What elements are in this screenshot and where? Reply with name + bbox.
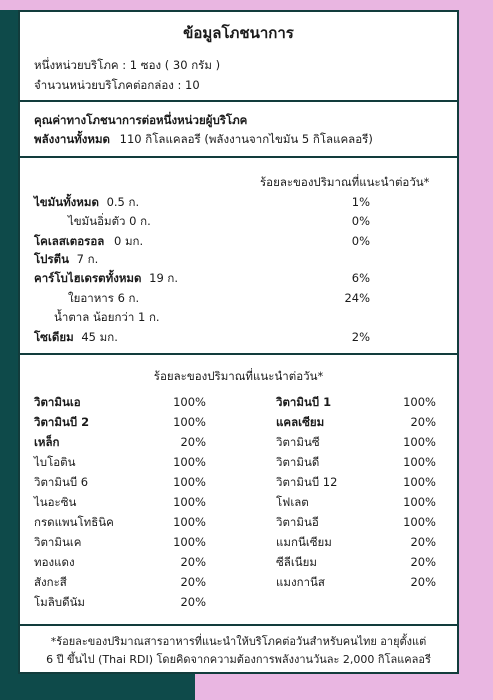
- nutrient-amount: 19 ก.: [149, 271, 179, 285]
- nutrient-label: คาร์โบไฮเดรตทั้งหมด: [34, 271, 142, 285]
- divider-1: [20, 100, 457, 102]
- energy-heading: คุณค่าทางโภชนาการต่อหนึ่งหน่วยผู้บริโภค: [34, 113, 248, 127]
- vitamin-name: วิตามินบี 1: [276, 395, 332, 409]
- nutrient-percent: 24%: [344, 291, 370, 305]
- vitamin-name: โมลิบดีนัม: [34, 595, 86, 609]
- vitamin-name: วิตามินบี 6: [34, 475, 89, 489]
- footnote-line-2: 6 ปี ขึ้นไป (Thai RDI) โดยคิดจากความต้องการพลังงานวันละ 2,000 กิโลแคลอรี: [46, 653, 431, 666]
- energy-label: พลังงานทั้งหมด: [34, 132, 111, 146]
- vitamin-name: วิตามินดี: [276, 455, 320, 469]
- vitamin-percent: 20%: [410, 535, 436, 549]
- vitamin-percent: 20%: [180, 595, 206, 609]
- vitamin-percent: 100%: [403, 475, 436, 489]
- vitamin-percent: 100%: [173, 475, 206, 489]
- vitamin-percent: 20%: [410, 575, 436, 589]
- nutrient-amount: 0.5 ก.: [106, 195, 140, 209]
- vitamin-percent: 100%: [403, 395, 436, 409]
- vitamin-name: วิตามินเค: [34, 535, 82, 549]
- vitamin-name: แมงกานีส: [276, 575, 325, 589]
- vitamin-percent: 20%: [410, 415, 436, 429]
- energy-value: 110 กิโลแคลอรี (พลังงานจากไขมัน 5 กิโลแคลอรี): [119, 132, 373, 146]
- nutrition-label-panel: [18, 10, 459, 674]
- vitamin-name: วิตามินบี 2: [34, 415, 90, 429]
- label-title: ข้อมูลโภชนาการ: [183, 24, 294, 42]
- energy-line: [34, 132, 373, 146]
- vitamin-percent: 100%: [173, 515, 206, 529]
- vitamin-name: ทองแดง: [34, 555, 75, 569]
- nutrient-percent: 0%: [351, 214, 370, 228]
- vitamin-name: วิตามินบี 12: [276, 475, 338, 489]
- vitamin-percent: 20%: [180, 575, 206, 589]
- vitamin-percent: 100%: [403, 495, 436, 509]
- vitamin-name: วิตามินเอ: [34, 395, 81, 409]
- vitamin-name: โฟเลต: [276, 495, 309, 509]
- vitamin-percent: 100%: [403, 435, 436, 449]
- nutrient-row-carbohydrate: [34, 271, 178, 285]
- vitamin-name: แคลเซียม: [276, 415, 325, 429]
- vitamin-percent: 20%: [410, 555, 436, 569]
- nutrient-percent: 6%: [351, 271, 370, 285]
- nutrient-percent: 0%: [351, 234, 370, 248]
- vitamin-percent: 20%: [180, 435, 206, 449]
- vitamin-percent: 100%: [403, 515, 436, 529]
- nutrient-amount: 0 มก.: [113, 234, 144, 248]
- nutrient-row-sugar: น้ำตาล น้อยกว่า 1 ก.: [54, 310, 160, 324]
- vitamin-name: แมกนีเซียม: [276, 535, 332, 549]
- nutrient-label: ไขมันทั้งหมด: [34, 195, 99, 209]
- vitamin-name: วิตามินอี: [276, 515, 319, 529]
- vitamin-name: ไนอะซิน: [34, 495, 77, 509]
- vitamin-name: เหล็ก: [34, 435, 60, 449]
- footnote-line-1: *ร้อยละของปริมาณสารอาหารที่แนะนำให้บริโภคต่อวันสำหรับคนไทย อายุตั้งแต่: [50, 635, 427, 648]
- nutrient-percent: 1%: [351, 195, 370, 209]
- vitamin-percent: 100%: [173, 495, 206, 509]
- nutrient-label: โคเลสเตอรอล: [34, 234, 105, 248]
- vitamin-percent: 20%: [180, 555, 206, 569]
- background-pink-strip: [0, 0, 195, 10]
- vitamin-name: ซีลีเนียม: [276, 555, 317, 569]
- vitamin-percent: 100%: [403, 455, 436, 469]
- vitamin-percent: 100%: [173, 395, 206, 409]
- serving-size: หนึ่งหน่วยบริโภค : 1 ซอง ( 30 กรัม ): [34, 58, 221, 72]
- nutrient-label: โปรตีน: [34, 252, 69, 266]
- nutrient-column-header: ร้อยละของปริมาณที่แนะนำต่อวัน*: [260, 175, 430, 189]
- vitamin-header: ร้อยละของปริมาณที่แนะนำต่อวัน*: [153, 369, 324, 383]
- divider-4: [20, 624, 457, 626]
- vitamin-percent: 100%: [173, 455, 206, 469]
- nutrient-label: โซเดียม: [34, 330, 74, 344]
- nutrient-amount: 45 มก.: [81, 330, 118, 344]
- vitamin-name: กรดแพนโทธินิค: [34, 515, 114, 529]
- nutrient-row-total-fat: [34, 195, 139, 209]
- vitamin-percent: 100%: [173, 535, 206, 549]
- vitamin-percent: 100%: [173, 415, 206, 429]
- nutrient-row-fiber: ใยอาหาร 6 ก.: [68, 291, 140, 305]
- vitamin-name: วิตามินซี: [276, 435, 320, 449]
- divider-2: [20, 156, 457, 158]
- divider-3: [20, 353, 457, 355]
- nutrient-amount: 7 ก.: [76, 252, 99, 266]
- nutrient-row-sodium: [34, 330, 118, 344]
- servings-per-box: จำนวนหน่วยบริโภคต่อกล่อง : 10: [34, 78, 200, 92]
- nutrient-percent: 2%: [351, 330, 370, 344]
- vitamin-name: ไบโอติน: [34, 455, 76, 469]
- nutrient-row-saturated-fat: ไขมันอิ่มตัว 0 ก.: [68, 214, 151, 228]
- nutrient-row-cholesterol: [34, 234, 143, 248]
- nutrient-row-protein: [34, 252, 98, 266]
- vitamin-name: สังกะสี: [34, 575, 67, 589]
